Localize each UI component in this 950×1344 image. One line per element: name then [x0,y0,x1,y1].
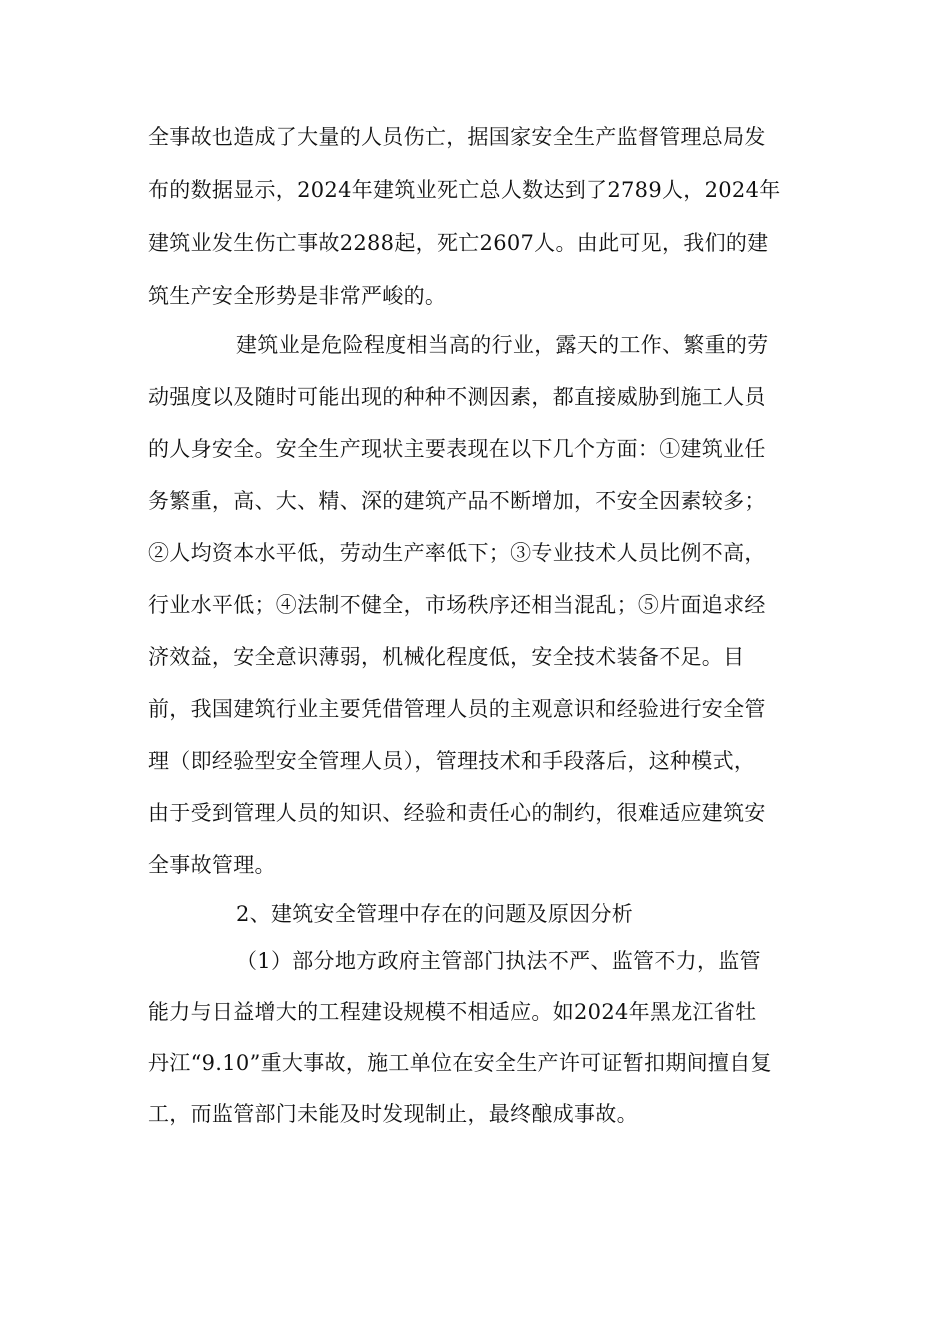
paragraph-2-line-7: 济效益，安全意识薄弱，机械化程度低，安全技术装备不足。目 [148,645,745,669]
paragraph-2-line-1: 建筑业是危险程度相当高的行业，露天的工作、繁重的劳 [236,333,769,357]
paragraph-3-line-4: 工，而监管部门未能及时发现制止，最终酿成事故。 [148,1102,638,1126]
paragraph-1-line-3: 建筑业发生伤亡事故2288起，死亡2607人。由此可见，我们的建 [148,231,769,255]
paragraph-3-line-2: 能力与日益增大的工程建设规模不相适应。如2024年黑龙江省牡 [148,1000,757,1024]
paragraph-2-line-10: 由于受到管理人员的知识、经验和责任心的制约，很难适应建筑安 [148,801,766,825]
paragraph-2-line-8: 前，我国建筑行业主要凭借管理人员的主观意识和经验进行安全管 [148,697,766,721]
paragraph-3-line-3: 丹江“9.10”重大事故，施工单位在安全生产许可证暂扣期间擅自复 [148,1051,772,1075]
paragraph-1-line-1: 全事故也造成了大量的人员伤亡，据国家安全生产监督管理总局发 [148,125,766,149]
paragraph-2-line-5: ②人均资本水平低，劳动生产率低下；③专业技术人员比例不高， [148,541,766,565]
paragraph-2-line-9: 理（即经验型安全管理人员），管理技术和手段落后，这种模式， [148,749,756,773]
paragraph-2-line-2: 动强度以及随时可能出现的种种不测因素，都直接威胁到施工人员 [148,385,766,409]
paragraph-1-line-4: 筑生产安全形势是非常严峻的。 [148,284,447,308]
paragraph-2-line-11: 全事故管理。 [148,853,276,877]
paragraph-2-line-3: 的人身安全。安全生产现状主要表现在以下几个方面：①建筑业任 [148,437,766,461]
paragraph-2-line-4: 务繁重，高、大、精、深的建筑产品不断增加，不安全因素较多； [148,489,766,513]
paragraph-2-line-6: 行业水平低；④法制不健全，市场秩序还相当混乱；⑤片面追求经 [148,593,766,617]
section-heading: 2、建筑安全管理中存在的问题及原因分析 [236,902,634,926]
paragraph-3-line-1: （1）部分地方政府主管部门执法不严、监管不力，监管 [236,949,761,973]
paragraph-1-line-2: 布的数据显示，2024年建筑业死亡总人数达到了2789人，2024年 [148,178,781,202]
